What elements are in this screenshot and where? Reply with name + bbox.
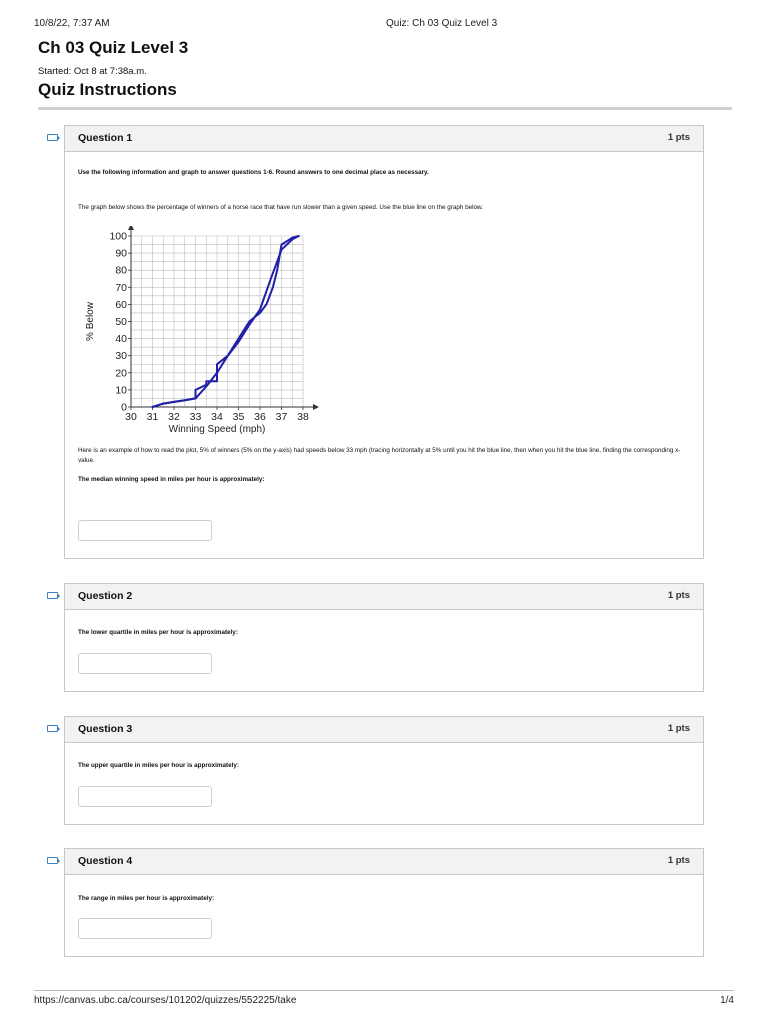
question-2	[64, 583, 704, 692]
quiz-instructions-heading: Quiz Instructions	[38, 80, 177, 99]
footer-divider	[34, 990, 734, 991]
print-header	[34, 18, 734, 30]
question-title: Question 3	[78, 723, 133, 735]
question-flag-icon[interactable]	[47, 857, 58, 864]
started-timestamp: Started: Oct 8 at 7:38a.m.	[38, 66, 147, 77]
y-tick-label: 80	[115, 264, 127, 277]
y-tick-label: 0	[121, 401, 127, 414]
winning-speed-chart	[75, 226, 325, 441]
chart-axes	[128, 226, 319, 410]
footer-page-number: 1/4	[720, 995, 734, 1006]
question-instructions: Use the following information and graph to answer questions 1-6. Round answers to one decimal place as necessary.	[78, 169, 429, 176]
y-tick-label: 30	[115, 350, 127, 363]
question-prompt: The median winning speed in miles per hour is approximately:	[78, 476, 265, 483]
quiz-title: Ch 03 Quiz Level 3	[38, 38, 189, 57]
question-prompt: The lower quartile in miles per hour is approximately:	[78, 629, 238, 636]
question-header	[65, 849, 703, 875]
x-tick-label: 37	[275, 411, 288, 423]
question-flag-icon[interactable]	[47, 134, 58, 141]
question-points: 1 pts	[667, 590, 690, 601]
question-header	[65, 717, 703, 743]
x-tick-label: 34	[211, 411, 223, 423]
y-tick-label: 10	[115, 384, 127, 397]
chart-labels	[85, 231, 309, 436]
answer-input[interactable]	[78, 653, 212, 674]
header-divider	[38, 107, 732, 110]
answer-input[interactable]	[78, 520, 212, 541]
y-tick-label: 90	[115, 247, 127, 260]
question-3	[64, 716, 704, 825]
question-title: Question 4	[78, 855, 133, 867]
x-tick-label: 30	[125, 411, 137, 423]
question-1	[64, 125, 704, 559]
answer-input[interactable]	[78, 786, 212, 807]
x-axis-arrow-icon	[313, 404, 319, 410]
x-tick-label: 35	[232, 411, 245, 423]
y-tick-label: 20	[115, 367, 127, 380]
x-tick-label: 32	[168, 411, 180, 423]
x-tick-label: 36	[254, 411, 266, 423]
graph-description: The graph below shows the percentage of winners of a horse race that have run slower than a given speed. Use the blue line on the graph below.	[78, 204, 484, 211]
y-axis-label: % Below	[85, 302, 96, 341]
question-header	[65, 584, 703, 610]
y-tick-label: 50	[115, 316, 127, 328]
question-4	[64, 848, 704, 957]
question-title: Question 2	[78, 590, 133, 602]
print-page-title: Quiz: Ch 03 Quiz Level 3	[386, 18, 498, 29]
print-datetime: 10/8/22, 7:37 AM	[34, 18, 110, 29]
question-flag-icon[interactable]	[47, 592, 58, 599]
y-tick-label: 70	[115, 281, 127, 294]
example-explanation: Here is an example of how to read the plot, 5% of winners (5% on the y-axis) had speeds below 33 mph (tracing horizontally at 5% until you hit the blue line, then when you hit the blue line, finding the corresponding x-value.	[78, 447, 681, 464]
y-tick-label: 60	[115, 298, 127, 311]
x-axis-label: Winning Speed (mph)	[168, 424, 266, 435]
x-tick-label: 38	[297, 411, 309, 423]
question-points: 1 pts	[667, 723, 690, 734]
question-title: Question 1	[78, 132, 133, 144]
question-prompt: The upper quartile in miles per hour is approximately:	[78, 762, 239, 769]
y-tick-label: 100	[109, 230, 127, 243]
question-points: 1 pts	[667, 855, 690, 866]
x-tick-label: 31	[146, 411, 159, 423]
question-points: 1 pts	[667, 132, 690, 143]
answer-input[interactable]	[78, 918, 212, 939]
question-prompt: The range in miles per hour is approximately:	[78, 895, 215, 902]
y-tick-label: 40	[115, 333, 127, 346]
question-flag-icon[interactable]	[47, 725, 58, 732]
question-header	[65, 126, 703, 152]
footer-url: https://canvas.ubc.ca/courses/101202/quizzes/552225/take	[34, 995, 297, 1006]
x-tick-label: 33	[189, 411, 202, 423]
y-axis-arrow-icon	[128, 226, 134, 230]
